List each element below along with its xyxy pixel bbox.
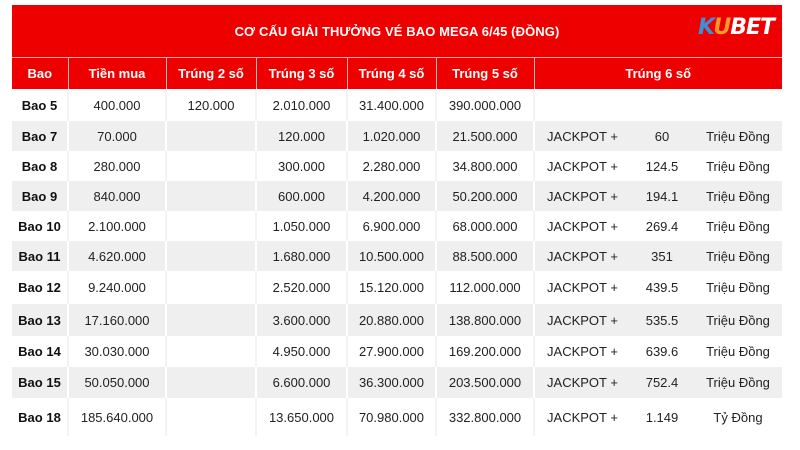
cell-trung-6-unit: Triệu Đồng [694, 336, 782, 367]
cell-trung-6-prefix: JACKPOT + [534, 151, 630, 181]
cell-bao: Bao 5 [12, 89, 68, 121]
cell-trung-6-prefix: JACKPOT + [534, 121, 630, 151]
cell-trung-5: 68.000.000 [436, 211, 534, 241]
logo-u: U [713, 15, 731, 40]
cell-trung-6-prefix: JACKPOT + [534, 367, 630, 398]
cell-trung-2 [166, 271, 256, 304]
cell-tien-mua: 185.640.000 [68, 398, 166, 436]
cell-trung-2 [166, 241, 256, 271]
cell-bao: Bao 11 [12, 241, 68, 271]
cell-trung-6-unit: Triệu Đồng [694, 241, 782, 271]
cell-trung-3: 120.000 [256, 121, 347, 151]
cell-trung-2 [166, 181, 256, 211]
cell-bao: Bao 7 [12, 121, 68, 151]
cell-tien-mua: 70.000 [68, 121, 166, 151]
cell-trung-6-value: 535.5 [630, 304, 694, 336]
table-row [12, 241, 782, 271]
col-header-bao: Bao [12, 58, 68, 90]
cell-trung-6-value: 124.5 [630, 151, 694, 181]
table-row [12, 336, 782, 367]
cell-trung-2: 120.000 [166, 89, 256, 121]
cell-trung-6-value: 1.149 [630, 398, 694, 436]
cell-trung-3: 4.950.000 [256, 336, 347, 367]
cell-trung-3: 13.650.000 [256, 398, 347, 436]
cell-trung-6-value: 752.4 [630, 367, 694, 398]
table-row [12, 304, 782, 336]
cell-trung-2 [166, 367, 256, 398]
col-header-trung-3: Trúng 3 số [256, 58, 347, 90]
cell-trung-2 [166, 398, 256, 436]
col-header-trung-6: Trúng 6 số [534, 58, 782, 90]
col-header-trung-2: Trúng 2 số [166, 58, 256, 90]
col-header-trung-4: Trúng 4 số [347, 58, 436, 90]
cell-trung-3: 2.010.000 [256, 89, 347, 121]
page-title: CƠ CẤU GIẢI THƯỞNG VÉ BAO MEGA 6/45 (ĐỒNG) [234, 23, 560, 39]
cell-trung-3: 600.000 [256, 181, 347, 211]
cell-trung-6-prefix: JACKPOT + [534, 304, 630, 336]
cell-bao: Bao 9 [12, 181, 68, 211]
cell-trung-6-value: 351 [630, 241, 694, 271]
cell-trung-6-prefix: JACKPOT + [534, 271, 630, 304]
cell-trung-4: 36.300.000 [347, 367, 436, 398]
cell-trung-6-value: 439.5 [630, 271, 694, 304]
cell-trung-6-value: 194.1 [630, 181, 694, 211]
cell-trung-6-prefix: JACKPOT + [534, 336, 630, 367]
cell-bao: Bao 15 [12, 367, 68, 398]
cell-bao: Bao 12 [12, 271, 68, 304]
cell-trung-2 [166, 304, 256, 336]
prize-table [12, 57, 782, 436]
cell-trung-6-value: 639.6 [630, 336, 694, 367]
cell-tien-mua: 280.000 [68, 151, 166, 181]
table-row [12, 211, 782, 241]
cell-trung-4: 10.500.000 [347, 241, 436, 271]
cell-trung-3: 300.000 [256, 151, 347, 181]
cell-trung-3: 2.520.000 [256, 271, 347, 304]
cell-trung-6-unit: Triệu Đồng [694, 304, 782, 336]
cell-trung-5: 203.500.000 [436, 367, 534, 398]
cell-trung-2 [166, 336, 256, 367]
table-header-row [12, 58, 782, 90]
cell-bao: Bao 18 [12, 398, 68, 436]
cell-trung-4: 1.020.000 [347, 121, 436, 151]
table-row [12, 181, 782, 211]
cell-tien-mua: 30.030.000 [68, 336, 166, 367]
cell-trung-6-unit: Triệu Đồng [694, 121, 782, 151]
cell-trung-6-unit: Tỷ Đồng [694, 398, 782, 436]
cell-trung-5: 21.500.000 [436, 121, 534, 151]
cell-trung-3: 6.600.000 [256, 367, 347, 398]
table-row [12, 89, 782, 121]
prize-structure-panel [12, 5, 782, 436]
cell-trung-6-unit: Triệu Đồng [694, 211, 782, 241]
cell-trung-4: 20.880.000 [347, 304, 436, 336]
cell-trung-4: 15.120.000 [347, 271, 436, 304]
cell-trung-5: 88.500.000 [436, 241, 534, 271]
cell-trung-6-value: 269.4 [630, 211, 694, 241]
table-row [12, 271, 782, 304]
cell-trung-6-unit: Triệu Đồng [694, 367, 782, 398]
cell-trung-4: 27.900.000 [347, 336, 436, 367]
cell-trung-6-prefix [534, 89, 782, 121]
cell-trung-4: 6.900.000 [347, 211, 436, 241]
cell-trung-6-unit: Triệu Đồng [694, 151, 782, 181]
cell-trung-4: 70.980.000 [347, 398, 436, 436]
cell-trung-6-prefix: JACKPOT + [534, 241, 630, 271]
cell-trung-6-prefix: JACKPOT + [534, 181, 630, 211]
table-row [12, 151, 782, 181]
cell-trung-3: 3.600.000 [256, 304, 347, 336]
cell-trung-6-unit: Triệu Đồng [694, 271, 782, 304]
cell-tien-mua: 17.160.000 [68, 304, 166, 336]
cell-tien-mua: 400.000 [68, 89, 166, 121]
cell-trung-5: 50.200.000 [436, 181, 534, 211]
kubet-logo [698, 15, 774, 40]
cell-tien-mua: 840.000 [68, 181, 166, 211]
cell-trung-5: 169.200.000 [436, 336, 534, 367]
cell-trung-6-prefix: JACKPOT + [534, 211, 630, 241]
title-bar [12, 5, 782, 57]
cell-bao: Bao 14 [12, 336, 68, 367]
cell-trung-4: 4.200.000 [347, 181, 436, 211]
col-header-trung-5: Trúng 5 số [436, 58, 534, 90]
cell-trung-5: 112.000.000 [436, 271, 534, 304]
table-row [12, 121, 782, 151]
cell-trung-3: 1.050.000 [256, 211, 347, 241]
cell-trung-6-value: 60 [630, 121, 694, 151]
cell-bao: Bao 10 [12, 211, 68, 241]
cell-bao: Bao 8 [12, 151, 68, 181]
cell-trung-3: 1.680.000 [256, 241, 347, 271]
cell-trung-4: 2.280.000 [347, 151, 436, 181]
cell-trung-6-unit: Triệu Đồng [694, 181, 782, 211]
cell-trung-5: 34.800.000 [436, 151, 534, 181]
cell-trung-2 [166, 211, 256, 241]
table-row [12, 367, 782, 398]
cell-trung-6-prefix: JACKPOT + [534, 398, 630, 436]
cell-trung-2 [166, 151, 256, 181]
cell-tien-mua: 50.050.000 [68, 367, 166, 398]
cell-trung-5: 138.800.000 [436, 304, 534, 336]
cell-tien-mua: 2.100.000 [68, 211, 166, 241]
cell-trung-5: 332.800.000 [436, 398, 534, 436]
logo-k: K [698, 15, 714, 40]
cell-trung-4: 31.400.000 [347, 89, 436, 121]
cell-bao: Bao 13 [12, 304, 68, 336]
col-header-tien-mua: Tiền mua [68, 58, 166, 90]
table-row [12, 398, 782, 436]
cell-trung-5: 390.000.000 [436, 89, 534, 121]
logo-bet: BET [730, 15, 774, 40]
cell-trung-2 [166, 121, 256, 151]
cell-tien-mua: 9.240.000 [68, 271, 166, 304]
cell-tien-mua: 4.620.000 [68, 241, 166, 271]
